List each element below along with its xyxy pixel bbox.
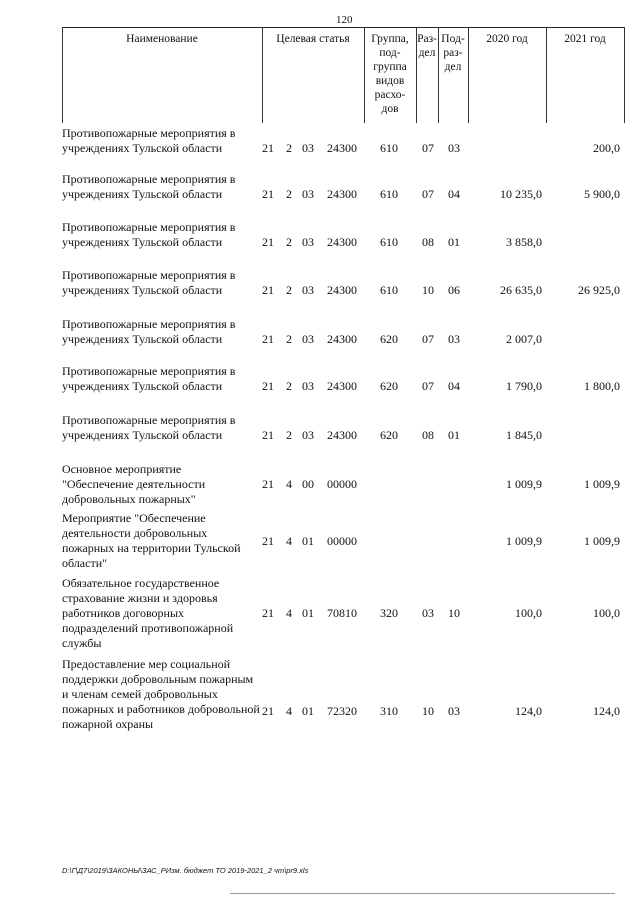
row-group: 620 <box>380 428 398 442</box>
col-2021-header: 2021 год <box>564 33 606 45</box>
row-group: 320 <box>380 606 398 620</box>
row-2021: 124,0 <box>593 704 620 718</box>
file-path-footer: D:\Г\Д7\2019\ЗАКОНЫ\ЗАС_РИзм. бюджет ТО 2019-2021_2 чт\pr9.xls <box>62 866 309 875</box>
row-group: 610 <box>380 283 398 297</box>
row-2021: 1 800,0 <box>584 379 620 393</box>
row-code-c: 01 <box>302 534 314 548</box>
row-section: 10 <box>422 283 434 297</box>
row-group: 310 <box>380 704 398 718</box>
row-name: Предоставление мер социальной поддержки добровольным пожарным и членам семей добровольных пожарных и работников добровольной пожарной охраны <box>62 657 260 731</box>
header-divider <box>62 27 63 123</box>
row-code-c: 03 <box>302 428 314 442</box>
table-header <box>62 27 624 124</box>
row-code-d: 24300 <box>327 332 357 346</box>
row-code-d: 72320 <box>327 704 357 718</box>
row-code-c: 03 <box>302 332 314 346</box>
row-code-c: 01 <box>302 704 314 718</box>
row-code-d: 24300 <box>327 235 357 249</box>
row-2021: 5 900,0 <box>584 187 620 201</box>
row-subsection: 03 <box>448 332 460 346</box>
row-2021: 1 009,9 <box>584 534 620 548</box>
row-2021: 200,0 <box>593 141 620 155</box>
row-code-d: 00000 <box>327 477 357 491</box>
row-code-b: 2 <box>286 332 292 346</box>
row-group: 610 <box>380 187 398 201</box>
row-name: Мероприятие "Обеспечение деятельности добровольных пожарных на территории Тульской области" <box>62 511 241 570</box>
row-2020: 1 009,9 <box>506 477 542 491</box>
header-divider <box>364 27 365 123</box>
header-divider <box>438 27 439 123</box>
row-code-d: 24300 <box>327 283 357 297</box>
row-name: Противопожарные мероприятия в учреждениях Тульской области <box>62 317 236 346</box>
col-section-header: Раз- дел <box>417 33 437 59</box>
row-code-b: 4 <box>286 477 292 491</box>
row-subsection: 03 <box>448 141 460 155</box>
row-2021: 100,0 <box>593 606 620 620</box>
row-2021: 1 009,9 <box>584 477 620 491</box>
row-code-a: 21 <box>262 283 274 297</box>
row-code-a: 21 <box>262 534 274 548</box>
row-code-b: 2 <box>286 379 292 393</box>
row-section: 07 <box>422 141 434 155</box>
col-target-header: Целевая статья <box>276 33 350 45</box>
row-code-c: 03 <box>302 141 314 155</box>
footer-line <box>230 893 615 894</box>
row-section: 07 <box>422 187 434 201</box>
row-section: 03 <box>422 606 434 620</box>
row-group: 610 <box>380 235 398 249</box>
header-divider <box>546 27 547 123</box>
row-2021: 26 925,0 <box>578 283 620 297</box>
row-2020: 1 790,0 <box>506 379 542 393</box>
row-code-d: 24300 <box>327 428 357 442</box>
row-code-d: 24300 <box>327 141 357 155</box>
row-code-d: 70810 <box>327 606 357 620</box>
row-code-b: 2 <box>286 141 292 155</box>
header-divider <box>468 27 469 123</box>
row-group: 610 <box>380 141 398 155</box>
row-code-b: 2 <box>286 283 292 297</box>
row-code-a: 21 <box>262 606 274 620</box>
row-name: Противопожарные мероприятия в учреждениях Тульской области <box>62 126 236 155</box>
col-name-header: Наименование <box>126 33 198 45</box>
row-code-b: 2 <box>286 428 292 442</box>
row-code-a: 21 <box>262 704 274 718</box>
row-group: 620 <box>380 379 398 393</box>
row-section: 10 <box>422 704 434 718</box>
row-code-a: 21 <box>262 141 274 155</box>
row-2020: 26 635,0 <box>500 283 542 297</box>
row-code-a: 21 <box>262 477 274 491</box>
col-2020-header: 2020 год <box>486 33 528 45</box>
row-name: Противопожарные мероприятия в учреждениях Тульской области <box>62 172 236 201</box>
row-subsection: 01 <box>448 235 460 249</box>
row-code-a: 21 <box>262 235 274 249</box>
row-subsection: 06 <box>448 283 460 297</box>
row-name: Основное мероприятие "Обеспечение деятельности добровольных пожарных" <box>62 462 206 506</box>
row-code-b: 4 <box>286 704 292 718</box>
row-section: 07 <box>422 379 434 393</box>
col-subsection-header: Под- раз- дел <box>441 33 465 73</box>
row-code-c: 03 <box>302 379 314 393</box>
row-section: 07 <box>422 332 434 346</box>
col-group-header: Группа, под- группа видов расхо- дов <box>371 33 409 115</box>
row-2020: 1 009,9 <box>506 534 542 548</box>
row-name: Противопожарные мероприятия в учреждениях Тульской области <box>62 268 236 297</box>
row-subsection: 04 <box>448 379 460 393</box>
row-subsection: 01 <box>448 428 460 442</box>
row-code-b: 4 <box>286 606 292 620</box>
row-name: Обязательное государственное страхование жизни и здоровья работников договорных подразделений противопожарной службы <box>62 576 234 650</box>
row-code-a: 21 <box>262 379 274 393</box>
row-subsection: 03 <box>448 704 460 718</box>
row-2020: 3 858,0 <box>506 235 542 249</box>
row-code-d: 24300 <box>327 187 357 201</box>
row-2020: 124,0 <box>515 704 542 718</box>
row-section: 08 <box>422 428 434 442</box>
row-2020: 10 235,0 <box>500 187 542 201</box>
row-section: 08 <box>422 235 434 249</box>
row-code-c: 03 <box>302 235 314 249</box>
row-code-a: 21 <box>262 428 274 442</box>
row-code-b: 4 <box>286 534 292 548</box>
row-name: Противопожарные мероприятия в учреждениях Тульской области <box>62 413 236 442</box>
row-code-d: 24300 <box>327 379 357 393</box>
row-subsection: 04 <box>448 187 460 201</box>
header-divider <box>416 27 417 123</box>
row-2020: 100,0 <box>515 606 542 620</box>
row-code-c: 03 <box>302 283 314 297</box>
row-2020: 2 007,0 <box>506 332 542 346</box>
row-group: 620 <box>380 332 398 346</box>
row-code-c: 03 <box>302 187 314 201</box>
row-name: Противопожарные мероприятия в учреждениях Тульской области <box>62 220 236 249</box>
row-code-b: 2 <box>286 235 292 249</box>
row-code-c: 00 <box>302 477 314 491</box>
row-code-b: 2 <box>286 187 292 201</box>
page-number: 120 <box>336 14 353 26</box>
row-2020: 1 845,0 <box>506 428 542 442</box>
row-code-a: 21 <box>262 332 274 346</box>
row-code-c: 01 <box>302 606 314 620</box>
row-code-d: 00000 <box>327 534 357 548</box>
header-divider <box>624 27 625 123</box>
row-name: Противопожарные мероприятия в учреждениях Тульской области <box>62 364 236 393</box>
row-code-a: 21 <box>262 187 274 201</box>
row-subsection: 10 <box>448 606 460 620</box>
header-divider <box>262 27 263 123</box>
